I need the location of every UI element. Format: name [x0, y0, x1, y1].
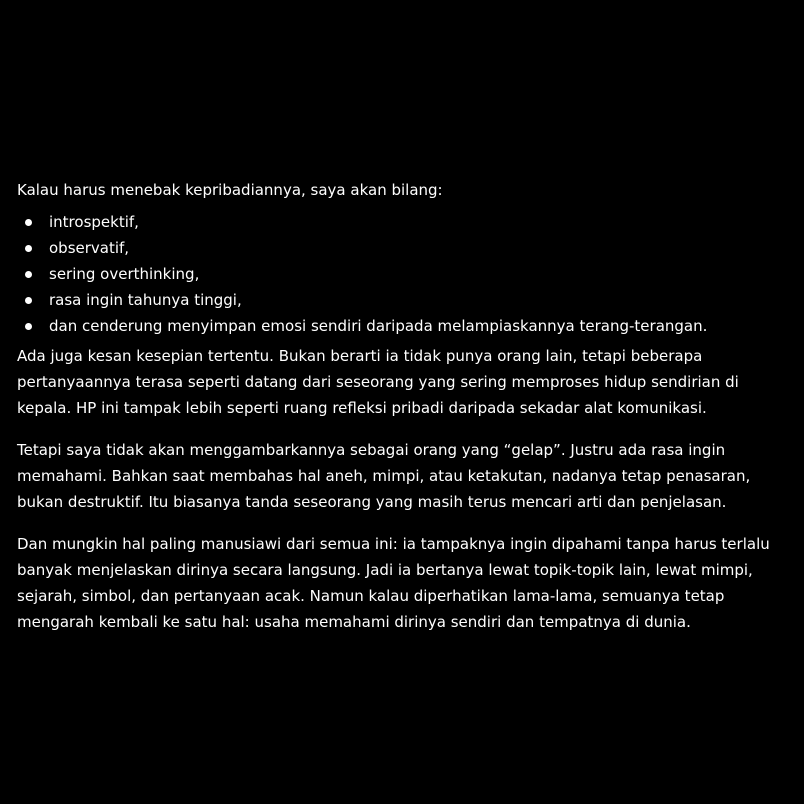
bullet-icon: [25, 245, 32, 252]
trait-list: [17, 209, 787, 339]
list-item: [17, 313, 787, 339]
bullet-icon: [25, 219, 32, 226]
bullet-icon: [25, 323, 32, 330]
paragraph-curiosity: Tetapi saya tidak akan menggambarkannya sebagai orang yang “gelap”. Justru ada rasa ingin memahami. Bahkan saat membahas hal aneh, mimpi, atau ketakutan, nadanya tetap penasaran, bukan destruktif. Itu biasanya tanda seseorang yang masih terus mencari arti dan penjelasan.: [17, 441, 751, 511]
list-item: [17, 287, 787, 313]
intro-sentence: Kalau harus menebak kepribadiannya, saya akan bilang:: [17, 181, 443, 199]
bullet-icon: [25, 297, 32, 304]
list-item: [17, 261, 787, 287]
paragraph-loneliness: Ada juga kesan kesepian tertentu. Bukan berarti ia tidak punya orang lain, tetapi beberapa pertanyaannya terasa seperti datang dari seseorang yang sering memproses hidup sendirian di kepala. HP ini tampak lebih seperti ruang refleksi pribadi daripada sekadar alat komunikasi.: [17, 347, 739, 417]
trait-text: dan cenderung menyimpan emosi sendiri daripada melampiaskannya terang-terangan.: [49, 317, 708, 335]
trait-text: observatif,: [49, 239, 130, 257]
chat-response-text: [17, 177, 787, 635]
trait-text: introspektif,: [49, 213, 139, 231]
trait-text: sering overthinking,: [49, 265, 200, 283]
paragraph-understanding: Dan mungkin hal paling manusiawi dari semua ini: ia tampaknya ingin dipahami tanpa harus terlalu banyak menjelaskan dirinya secara langsung. Jadi ia bertanya lewat topik-topik lain, lewat mimpi, sejarah, simbol, dan pertanyaan acak. Namun kalau diperhatikan lama-lama, semuanya tetap mengarah kembali ke satu hal: usaha memahami dirinya sendiri dan tempatnya di dunia.: [17, 535, 770, 631]
bullet-icon: [25, 271, 32, 278]
list-item: [17, 209, 787, 235]
list-item: [17, 235, 787, 261]
trait-text: rasa ingin tahunya tinggi,: [49, 291, 242, 309]
